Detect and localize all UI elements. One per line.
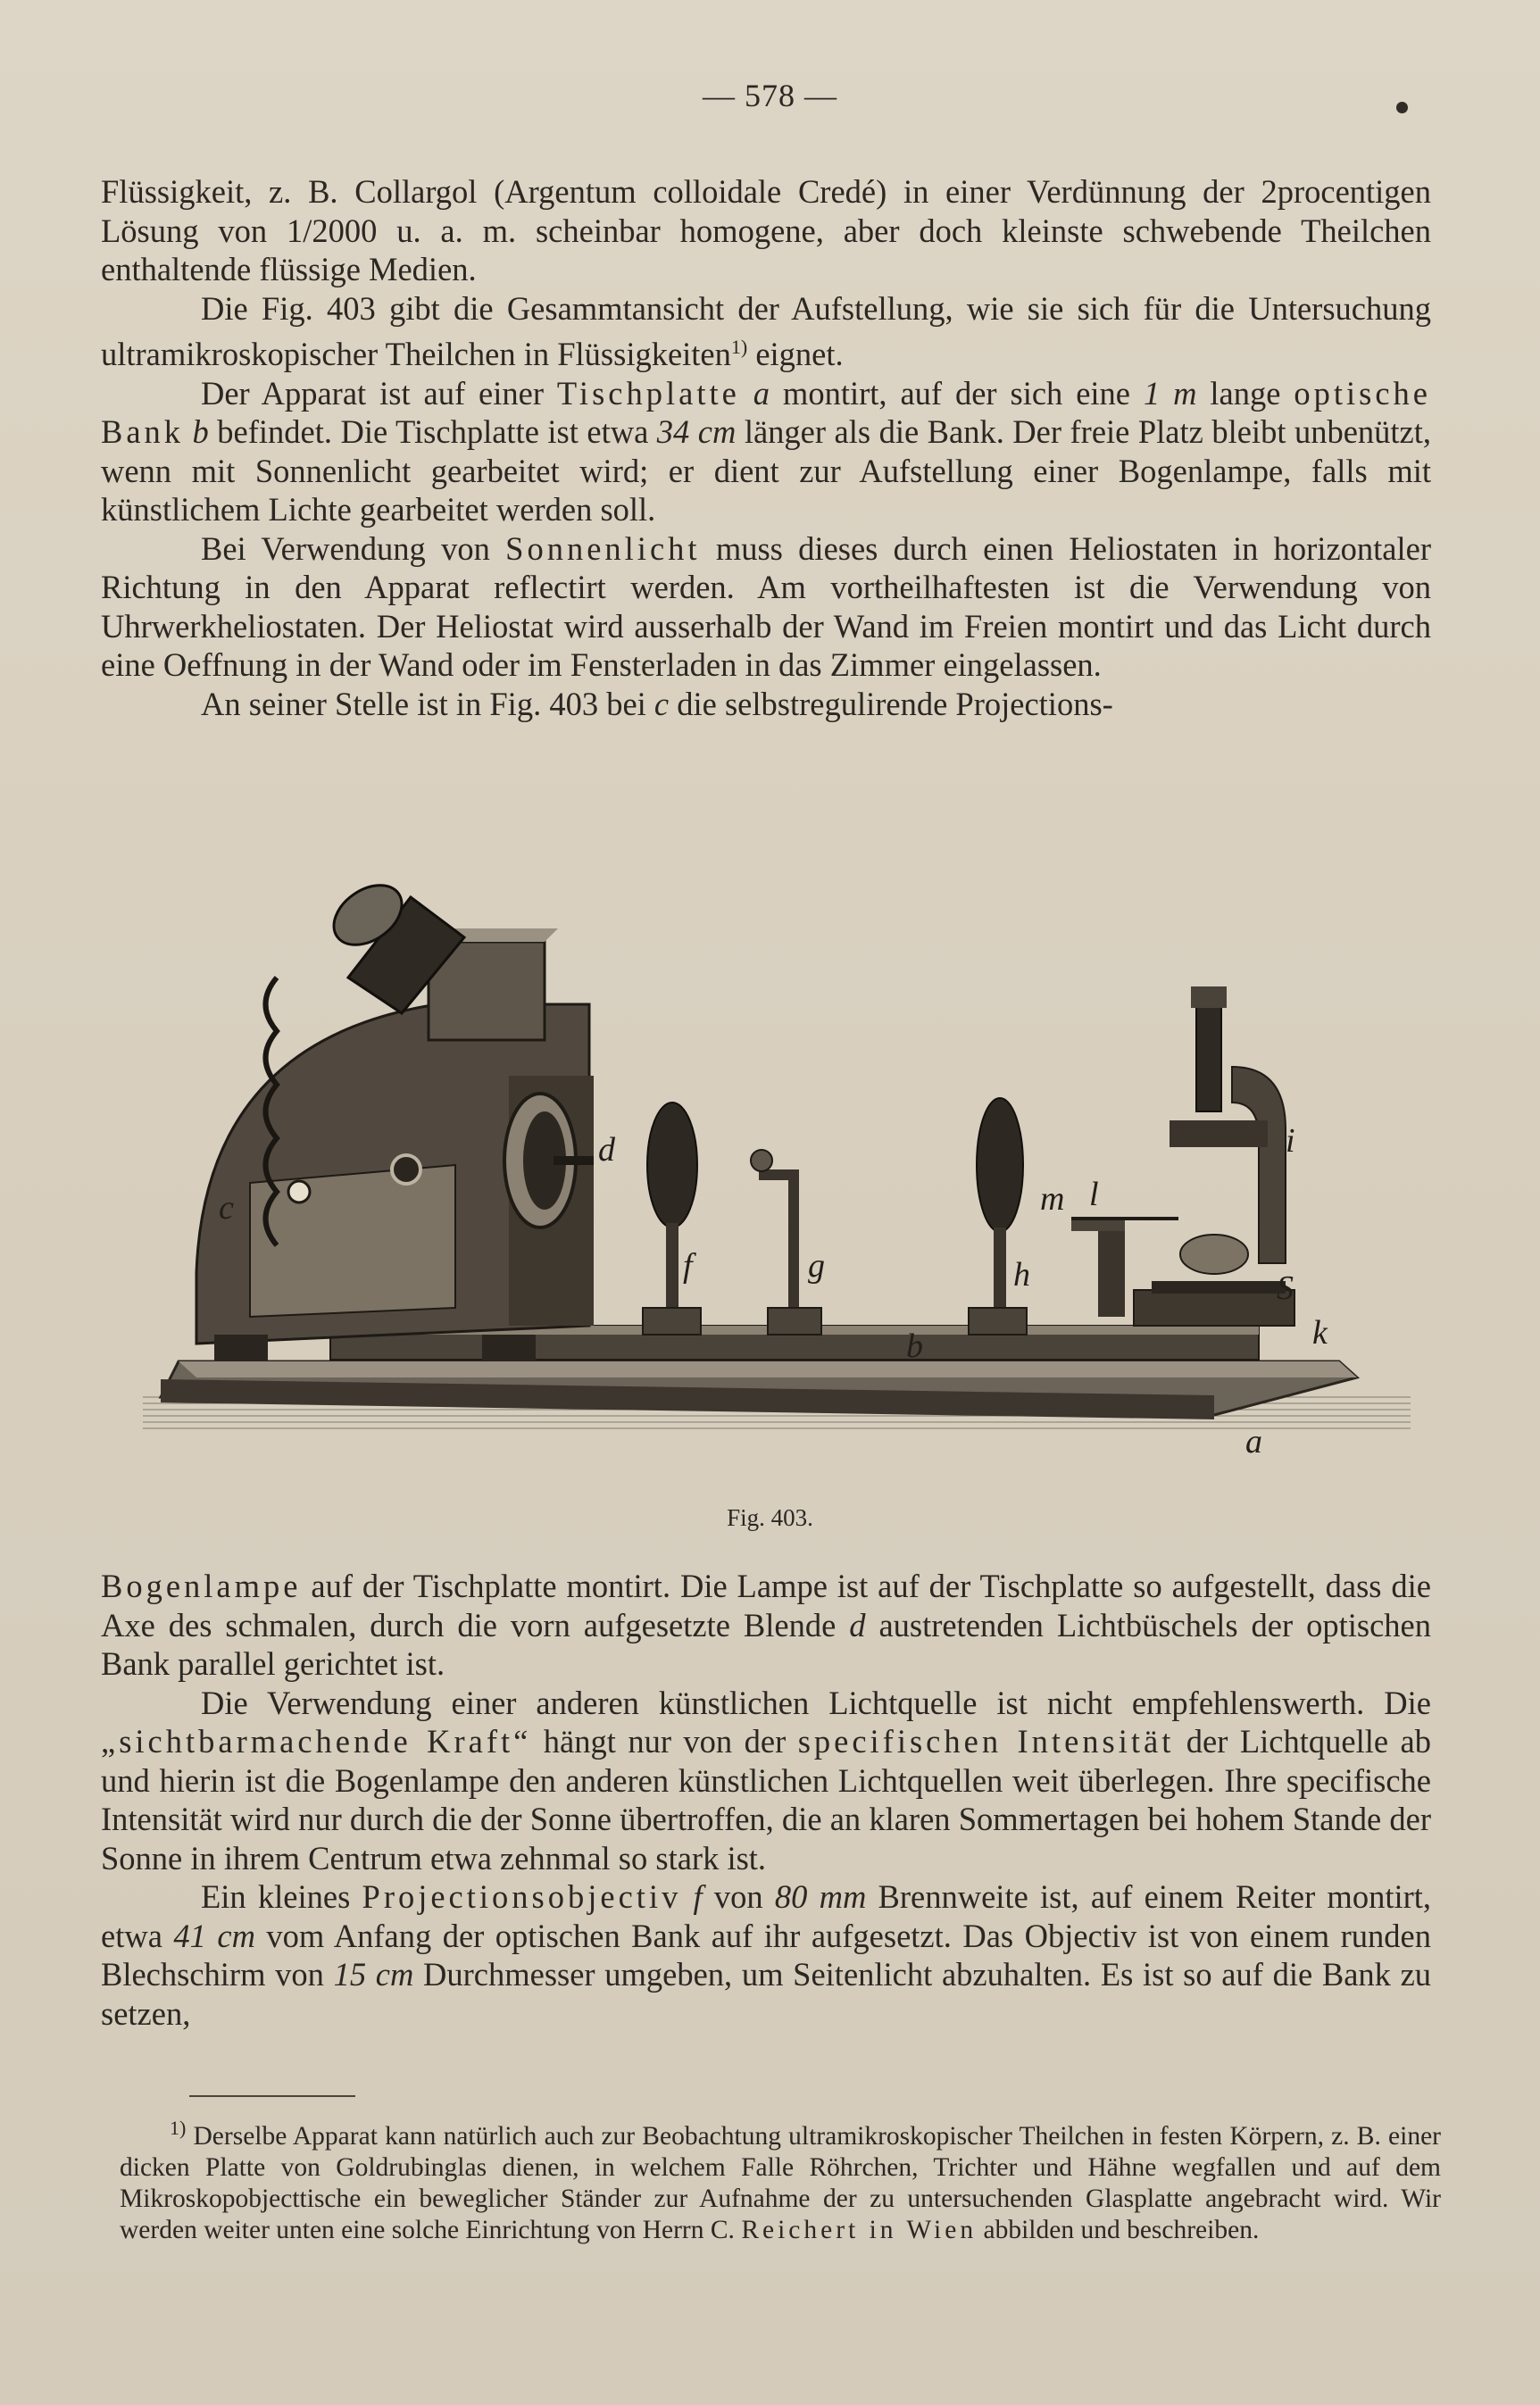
spaced-term: specifischen Intensität	[797, 1723, 1175, 1760]
microscope	[1071, 986, 1294, 1326]
text: Durchmesser umgeben, um Seitenlicht abzuhalten. Es ist so auf die Bank zu setzen,	[101, 1956, 1432, 2032]
label-k: k	[1312, 1314, 1328, 1352]
measure: 15 cm	[333, 1956, 414, 1993]
footnote	[120, 2112, 1441, 2246]
label-l: l	[1089, 1176, 1099, 1213]
text: muss dieses durch einen Heliostaten in horizontaler Richtung in den Apparat reflectirt werden. Am vortheilhaftesten ist die Verwendung von Uhrwerkheliostaten. Der Heliostat wird ausserhalb der Wand im Freien montirt und das Licht durch eine Oeffnung in der Wand oder im Fensterladen in das Zimmer eingelassen.	[101, 529, 1431, 684]
page-number: — 578 —	[703, 78, 837, 113]
spaced-term: „sichtbarmachende Kraft“	[101, 1723, 532, 1760]
screen-h	[969, 1098, 1027, 1335]
label-m: m	[1040, 1180, 1065, 1218]
text: Flüssigkeit, z. B. Collargol (Argentum colloidale Credé) in einer Verdünnung der 2procentigen Lösung von	[101, 173, 1431, 249]
label-d: d	[598, 1131, 615, 1169]
text: Derselbe Apparat kann natürlich auch zur Beobachtung ultramikroskopischer Theilchen in festen Körpern, z. B. einer dicken Platte von Goldrubinglas dienen, in welchem Falle Röhrchen, Trichter und Hähne wegfallen und auf dem Mikroskopobjecttische ein beweglicher Ständer zur Aufnahme der zu untersuchenden Glasplatte angebracht wird. Wir werden weiter unten eine solche Einrichtung von Herrn C.	[120, 2121, 1441, 2244]
text: An seiner Stelle ist in Fig. 403 bei	[201, 685, 654, 722]
spaced-term: Bogenlampe	[101, 1568, 302, 1604]
paragraph	[101, 529, 1431, 685]
text: lange	[1196, 374, 1294, 412]
text: der Lichtquelle ab und hierin ist die Bogenlampe den anderen künstlichen Lichtquellen weit überlegen. Ihre specifische Intensität wird nur durch die der Sonne übertroffen, die an klaren Sommertagen bei hohem Stande der Sonne in ihrem Centrum etwa zehnmal so stark ist.	[101, 1723, 1431, 1877]
paragraph	[101, 685, 1431, 724]
text-block-top	[101, 172, 1431, 723]
paragraph	[101, 289, 1431, 374]
spaced-term: Reichert in Wien	[741, 2215, 978, 2244]
text-block-bottom	[101, 1567, 1431, 2033]
text: Die Fig. 403 gibt die Gesammtansicht der Aufstellung, wie sie sich für die Untersuchung ultramikroskopischer Theilchen in Flüssigkeiten	[101, 289, 1431, 373]
label-f: f	[683, 1247, 693, 1285]
figure-403-illustration	[143, 861, 1411, 1477]
label-S: S	[1277, 1269, 1294, 1307]
text: die selbstregulirende Projections-	[669, 685, 1113, 722]
measure: 41 cm	[173, 1917, 255, 1954]
paragraph	[101, 374, 1431, 529]
objective-f	[643, 1103, 701, 1335]
label-g: g	[808, 1247, 825, 1285]
text: abbilden und beschreiben.	[977, 2215, 1260, 2244]
spaced-term: Sonnenlicht	[505, 529, 701, 567]
text: vom Anfang der optischen Bank auf ihr aufgesetzt. Das Objectiv ist von einem runden Blechschirm von	[101, 1917, 1431, 1993]
ink-speck	[1396, 102, 1408, 113]
footnote-rule	[189, 2095, 355, 2097]
figure-letter: d	[849, 1606, 866, 1644]
text: austretenden Lichtbüschels der optischen Bank parallel gerichtet ist.	[101, 1606, 1432, 1682]
measure: 34 cm	[656, 413, 737, 451]
text: eignet.	[747, 336, 844, 373]
figure-caption: Fig. 403.	[727, 1504, 813, 1531]
text: Bei Verwendung von	[201, 529, 506, 567]
label-h: h	[1013, 1256, 1030, 1294]
spaced-term: Projectionsobjectiv	[362, 1878, 682, 1915]
paragraph	[101, 1567, 1431, 1684]
paragraph	[101, 1684, 1431, 1878]
stand-g	[751, 1150, 821, 1335]
text: Brennweite ist, auf einem Reiter montirt, etwa	[101, 1878, 1432, 1954]
label-b: b	[906, 1327, 923, 1365]
text	[681, 1878, 693, 1915]
text: montirt, auf der sich eine	[770, 374, 1144, 412]
table-board	[161, 1361, 1357, 1419]
text: Die Verwendung einer anderen künstlichen Lichtquelle ist nicht empfehlenswerth. Die	[201, 1684, 1431, 1721]
text: u. a. m. scheinbar homogene, aber doch kleinste schwebende Theilchen enthaltende flüssige Medien.	[101, 212, 1432, 287]
fraction: 1/2000	[286, 212, 378, 249]
footnote-ref[interactable]: 1)	[730, 336, 748, 358]
text: auf der Tischplatte montirt. Die Lampe ist auf der Tischplatte so aufgestellt, dass die Axe des schmalen, durch die vorn aufgesetzte Blende	[101, 1568, 1431, 1644]
text: länger als die Bank. Der freie Platz bleibt unbenützt, wenn mit Sonnenlicht gearbeitet wird; er dient zur Aufstellung einer Bogenlampe, falls mit künstlichem Lichte gearbeitet werden soll.	[101, 413, 1432, 528]
text: Ein kleines	[201, 1878, 362, 1915]
footnote-marker: 1)	[170, 2117, 187, 2139]
figure-letter: a	[753, 374, 770, 412]
text: Der Apparat ist auf einer	[201, 374, 557, 412]
text	[184, 413, 193, 450]
paragraph	[101, 1877, 1431, 2033]
footnote-text	[120, 2112, 1441, 2246]
figure-letter: b	[192, 413, 209, 451]
spaced-term: Tischplatte	[556, 374, 740, 412]
paragraph	[101, 172, 1431, 289]
label-a: a	[1245, 1423, 1262, 1460]
text: befindet. Die Tischplatte ist etwa	[208, 413, 657, 451]
arc-lamp-housing	[196, 873, 594, 1361]
measure: 80 mm	[774, 1878, 867, 1915]
text: von	[702, 1878, 775, 1915]
label-i: i	[1286, 1122, 1295, 1160]
measure: 1 m	[1143, 374, 1197, 412]
text: hängt nur von der	[531, 1723, 798, 1760]
figure-letter: c	[653, 685, 670, 722]
text	[740, 375, 753, 412]
spaced-term: optische Bank	[101, 374, 1432, 451]
label-c: c	[219, 1189, 234, 1227]
figure-letter: f	[693, 1878, 703, 1915]
